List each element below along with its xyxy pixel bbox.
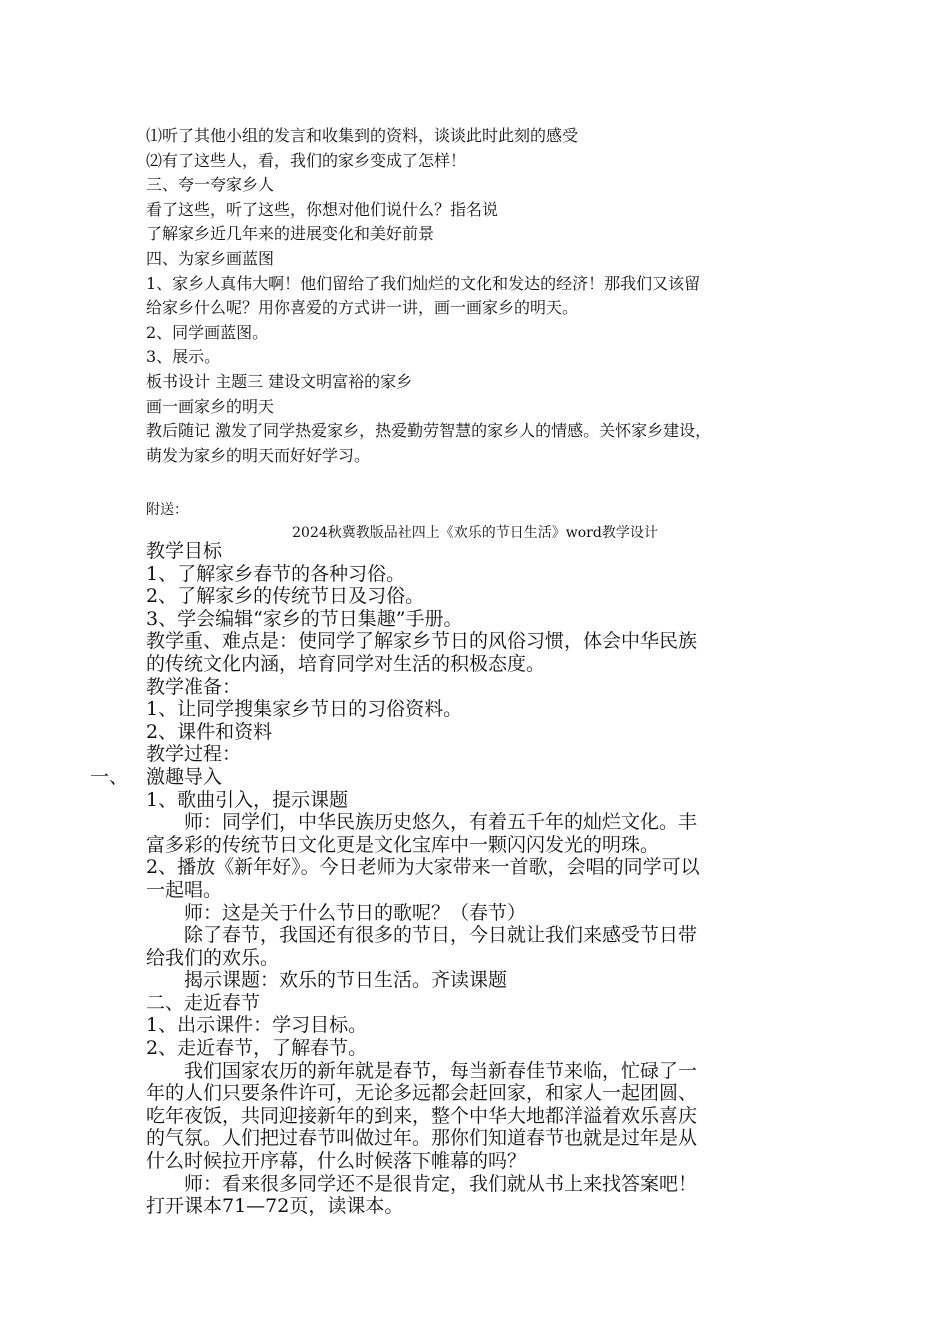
text-line: 除了春节，我国还有很多的节日，今日就让我们来感受节日带: [184, 924, 698, 947]
text-line: ⑴听了其他小组的发言和收集到的资料，谈谈此时此刻的感受: [146, 126, 579, 145]
text-line: 画一画家乡的明天: [146, 396, 275, 416]
text-line: 教学重、难点是：使同学了解家乡节日的风俗习惯，体会中华民族: [146, 630, 698, 653]
section-heading: 教学准备：: [146, 675, 242, 698]
section-heading: 四、为家乡画蓝图: [146, 248, 275, 268]
section-heading: 教学目标: [146, 540, 223, 562]
text-line: 3、展示。: [146, 347, 221, 367]
text-line: 师：同学们，中华民族历史悠久，有着五千年的灿烂文化。丰: [184, 811, 698, 834]
heading-text: 激趣导入: [146, 765, 223, 788]
text-line: 给家乡什么呢？用你喜爱的方式讲一讲，画一画家乡的明天。: [146, 298, 579, 318]
text-line: 2、课件和资料: [146, 720, 273, 743]
text-line: 师：看来很多同学还不是很肯定，我们就从书上来找答案吧！: [184, 1172, 698, 1195]
section-heading: 二、走近春节: [146, 991, 261, 1014]
lesson-plan-continuation: [146, 124, 826, 468]
text-line: 1、了解家乡春节的各种习俗。: [146, 562, 406, 585]
text-line: 2、走近春节，了解春节。: [146, 1037, 368, 1060]
text-line: 富多彩的传统节日文化更是文化宝库中一颗闪闪发光的明珠。: [146, 833, 660, 856]
numbered-heading: [90, 765, 826, 789]
text-line: 2、了解家乡的传统节日及习俗。: [146, 585, 425, 608]
text-line: 年的人们只要条件许可，无论多远都会赶回家，和家人一起团圆、: [146, 1082, 698, 1105]
text-line: 1、让同学搜集家乡节日的习俗资料。: [146, 698, 463, 721]
text-line: 1、家乡人真伟大啊！他们留给了我们灿烂的文化和发达的经济！那我们又该留: [146, 273, 701, 293]
text-line: 师：这是关于什么节日的歌呢？（春节）: [184, 901, 527, 924]
text-line: 看了这些，听了这些，你想对他们说什么？指名说: [146, 199, 499, 219]
document-title: 2024秋冀教版品社四上《欢乐的节日生活》word教学设计: [292, 525, 658, 541]
text-line: 2、播放《新年好》。今日老师为大家带来一首歌，会唱的同学可以: [146, 856, 700, 879]
text-line: 的传统文化内涵，培育同学对生活的积极态度。: [146, 652, 546, 675]
lesson-plan-body: [90, 540, 826, 1218]
text-line: 什么时候拉开序幕，什么时候落下帷幕的吗？: [146, 1150, 527, 1173]
section-heading: 三、夸一夸家乡人: [146, 175, 275, 195]
text-line: ⑵有了这些人，看，我们的家乡变成了怎样！: [146, 150, 467, 170]
list-number: 一、: [90, 765, 129, 788]
text-line: 揭示课题：欢乐的节日生活。齐读课题: [184, 969, 508, 992]
text-line: 3、学会编辑“家乡的节日集趣”手册。: [146, 607, 463, 630]
text-line: 一起唱。: [146, 878, 223, 901]
section-heading: 教学过程：: [146, 743, 242, 766]
text-line: 2、同学画蓝图。: [146, 322, 269, 342]
text-line: 1、歌曲引入，提示课题: [146, 788, 349, 811]
reflection-line: 教后随记 激发了同学热爱家乡，热爱勤劳智慧的家乡人的情感。关怀家乡建设，: [146, 421, 712, 441]
appendix-label: 附送：: [146, 502, 188, 518]
text-line: 了解家乡近几年来的进展变化和美好前景: [146, 224, 435, 244]
text-line: 给我们的欢乐。: [146, 946, 280, 969]
text-line: 我们国家农历的新年就是春节，每当新春佳节来临，忙碌了一: [184, 1059, 698, 1082]
text-line: 1、出示课件：学习目标。: [146, 1014, 368, 1037]
text-line: 萌发为家乡的明天而好好学习。: [146, 445, 371, 465]
board-design-line: 板书设计 主题三 建设文明富裕的家乡: [146, 371, 413, 391]
text-line: 的气氛。人们把过春节叫做过年。那你们知道春节也就是过年是从: [146, 1127, 698, 1150]
text-line: 吃年夜饭，共同迎接新年的到来，整个中华大地都洋溢着欢乐喜庆: [146, 1104, 698, 1127]
text-line: 打开课本71—72页，读课本。: [146, 1195, 404, 1218]
